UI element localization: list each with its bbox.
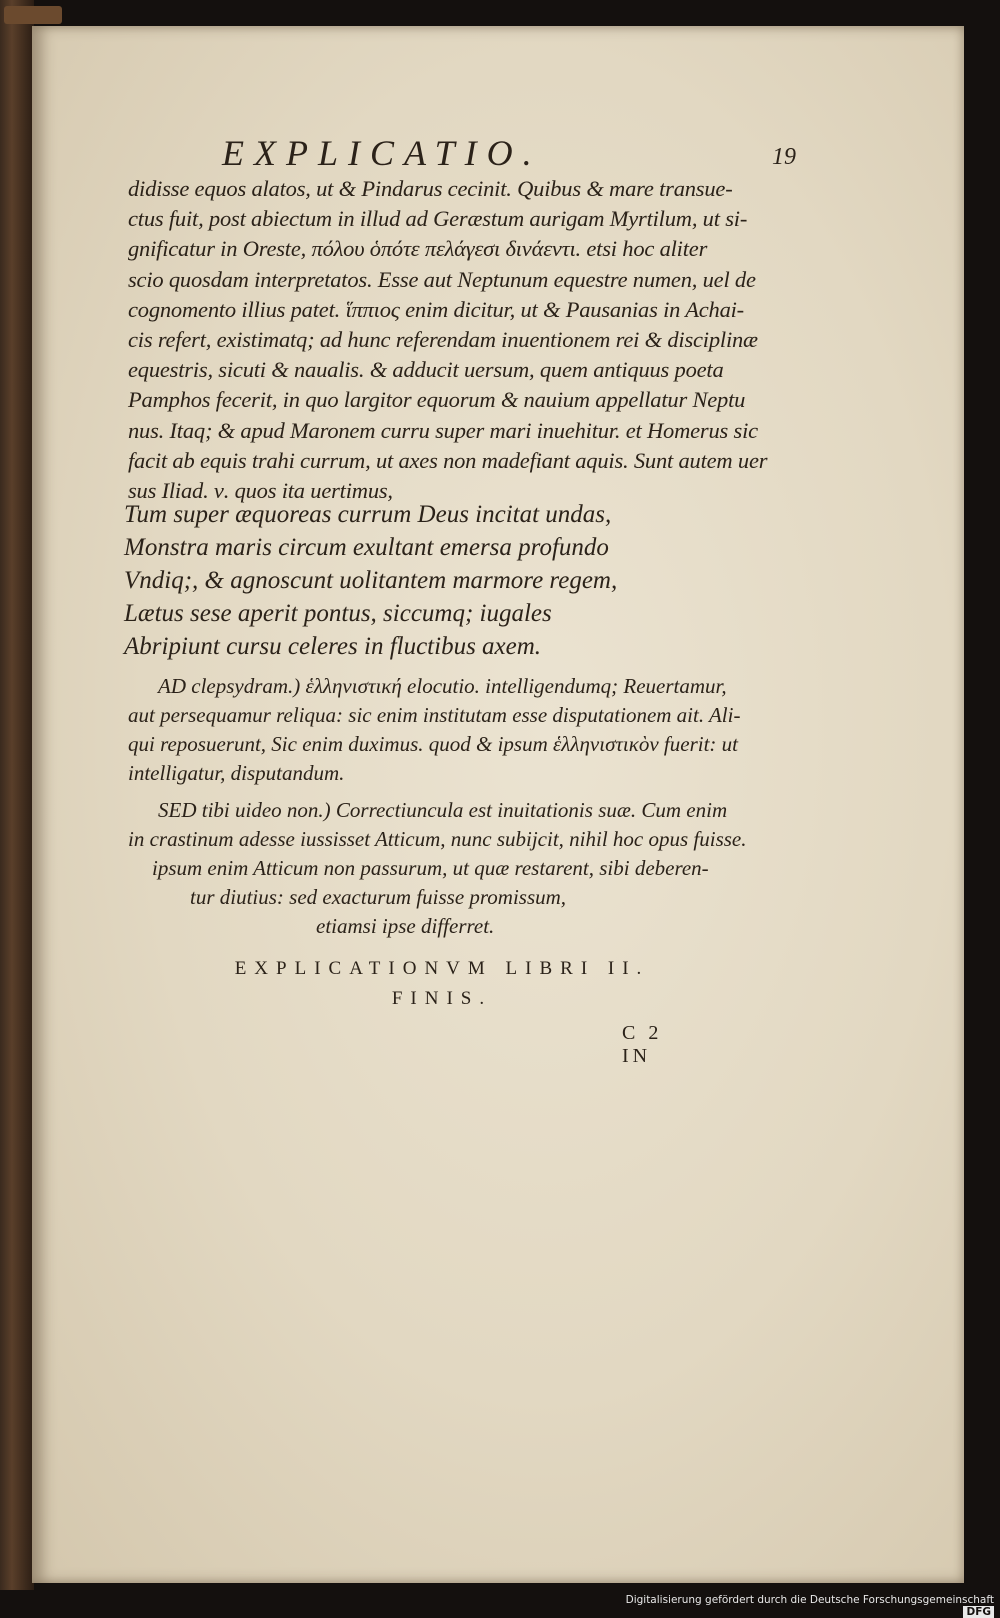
text-line: cis refert, existimatq; ad hunc referendam inuentionem rei & disciplinæ — [128, 327, 758, 353]
book-spine — [0, 0, 34, 1590]
signature-mark: C 2 — [622, 1022, 663, 1044]
note-line: SED tibi uideo non.) Correctiuncula est inuitationis suæ. Cum enim — [158, 798, 728, 822]
text-line: facit ab equis trahi currum, ut axes non madefiant aquis. Sunt autem uer — [128, 447, 768, 473]
verse-line: Monstra maris circum exultant emersa profundo — [124, 534, 609, 561]
note-line: intelligatur, disputandum. — [128, 761, 345, 785]
verse-quotation — [124, 498, 804, 663]
spine-edge — [4, 6, 62, 24]
note-line: qui reposuerunt, Sic enim duximus. quod & ipsum ἑλληνιστικὸν fuerit: ut — [128, 732, 738, 756]
dfg-logo: DFG — [963, 1606, 994, 1618]
text-line: sus Iliad. ν. quos ita uertimus, — [128, 478, 393, 504]
text-line: ctus fuit, post abiectum in illud ad Geræstum aurigam Myrtilum, ut si- — [128, 206, 748, 232]
note-line: etiamsi ipse differret. — [316, 914, 495, 938]
running-head: EXPLICATIO. — [222, 133, 542, 173]
note-line: tur diutius: sed exacturum fuisse promissum, — [190, 885, 567, 909]
book-end-colophon — [142, 954, 742, 1014]
text-line: cognomento illius patet. ἵππιος enim dicitur, ut & Pausanias in Achai- — [128, 296, 744, 322]
signature-catchword — [622, 1022, 772, 1068]
catchword: IN — [622, 1045, 652, 1067]
text-line: scio quosdam interpretatos. Esse aut Neptunum equestre numen, uel de — [128, 266, 756, 292]
finis-line: FINIS. — [391, 988, 493, 1009]
text-line: equestris, sicuti & naualis. & adducit uersum, quem antiquus poeta — [128, 357, 724, 383]
folio-number: 19 — [772, 144, 796, 170]
text-line: gnificatur in Oreste, πόλου ὁπότε πελάγεσι δινάεντι. etsi hoc aliter — [128, 236, 708, 262]
note-line: in crastinum adesse iussisset Atticum, nunc subijcit, nihil hoc opus fuisse. — [128, 827, 747, 851]
commentary-paragraph — [128, 174, 808, 506]
text-line: didisse equos alatos, ut & Pindarus cecinit. Quibus & mare transue- — [128, 176, 733, 201]
verse-line: Vndiq;, & agnoscunt uolitantem marmore regem, — [124, 567, 618, 594]
lemma-notes — [128, 672, 808, 941]
credit-text: Digitalisierung gefördert durch die Deutsche Forschungsgemeinschaft — [625, 1594, 994, 1606]
note-line: aut persequamur reliqua: sic enim institutam esse disputationem ait. Ali- — [128, 703, 741, 727]
finis-line: EXPLICATIONVM LIBRI II. — [234, 958, 650, 979]
verse-line: Tum super æquoreas currum Deus incitat undas, — [124, 501, 612, 528]
note-line: ipsum enim Atticum non passurum, ut quæ restarent, sibi deberen- — [152, 856, 709, 880]
verse-line: Lætus sese aperit pontus, siccumq; iugales — [124, 600, 552, 627]
digitization-credit — [600, 1594, 994, 1618]
book-page — [32, 26, 964, 1583]
verse-line: Abripiunt cursu celeres in fluctibus axem. — [124, 633, 542, 660]
text-line: Pamphos fecerit, in quo largitor equorum & nauium appellatur Neptu — [128, 387, 746, 413]
note-line: AD clepsydram.) ἑλληνιστική elocutio. intelligendumq; Reuertamur, — [158, 674, 727, 698]
text-line: nus. Itaq; & apud Maronem curru super mari inuehitur. et Homerus sic — [128, 417, 758, 443]
